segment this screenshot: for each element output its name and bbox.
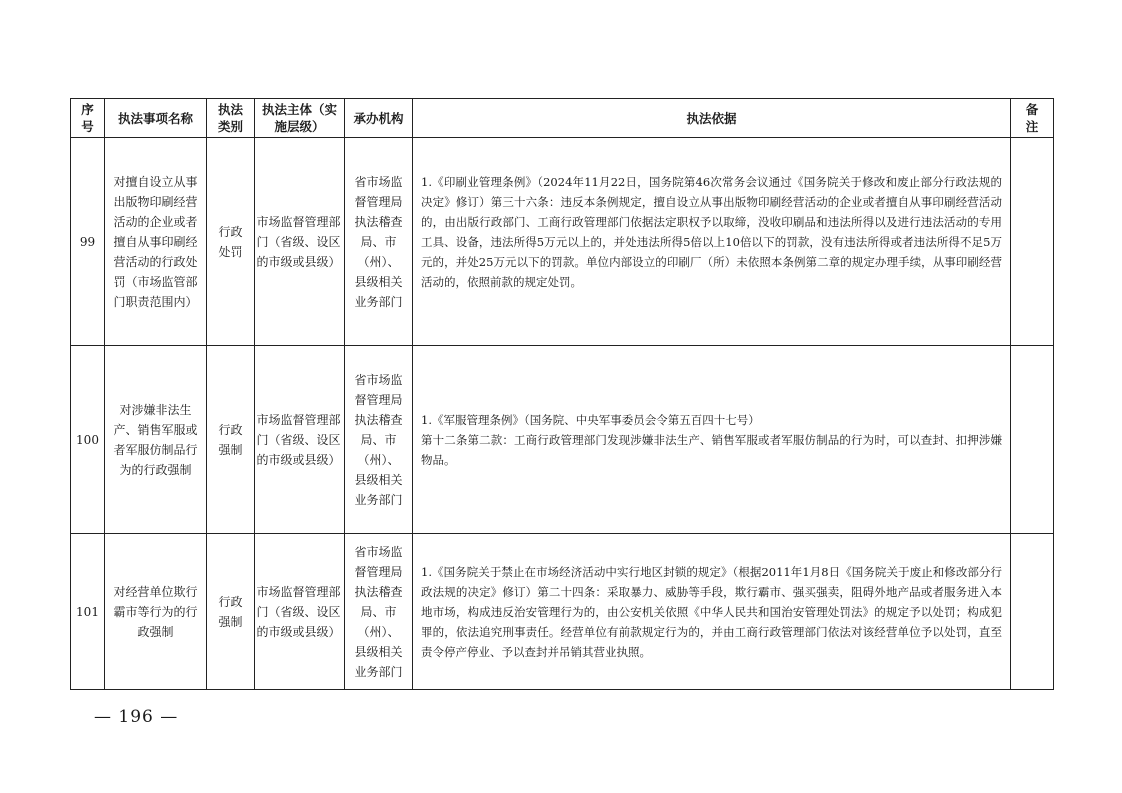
row-name: 对涉嫌非法生产、销售军服或者军服仿制品行为的行政强制 — [113, 402, 198, 477]
row-org: 省市场监督管理局执法稽查局、市（州）、县级相关业务部门 — [354, 174, 403, 309]
row-name: 对经营单位欺行霸市等行为的行政强制 — [113, 584, 198, 639]
row-org-cell — [345, 534, 413, 690]
row-subject: 市场监督管理部门（省级、设区的市级或县级） — [256, 214, 341, 269]
header-seq: 序号 — [71, 99, 105, 138]
row-type: 行政强制 — [218, 422, 243, 457]
row-org-cell — [345, 346, 413, 534]
row-name: 对擅自设立从事出版物印刷经营活动的企业或者擅自从事印刷经营活动的行政处罚（市场监管部门职责范围内） — [113, 174, 198, 309]
row-subject: 市场监督管理部门（省级、设区的市级或县级） — [256, 584, 341, 639]
row-basis-cell — [413, 534, 1011, 690]
header-subject: 执法主体（实施层级） — [255, 99, 345, 138]
row-type: 行政强制 — [218, 594, 243, 629]
row-org: 省市场监督管理局执法稽查局、市（州）、县级相关业务部门 — [354, 544, 403, 679]
row-name-cell — [105, 138, 207, 346]
row-remark — [1011, 138, 1054, 346]
page-number: — 196 — — [94, 707, 179, 727]
table-row — [71, 346, 1054, 534]
row-org: 省市场监督管理局执法稽查局、市（州）、县级相关业务部门 — [354, 372, 403, 507]
row-basis-cell — [413, 346, 1011, 534]
row-subject: 市场监督管理部门（省级、设区的市级或县级） — [256, 412, 341, 467]
header-type: 执法类别 — [207, 99, 255, 138]
row-seq: 99 — [71, 138, 105, 346]
table-row — [71, 138, 1054, 346]
header-name: 执法事项名称 — [105, 99, 207, 138]
row-subject-cell — [255, 346, 345, 534]
row-subject-cell — [255, 138, 345, 346]
enforcement-table — [70, 98, 1054, 690]
row-type-cell — [207, 138, 255, 346]
row-remark — [1011, 346, 1054, 534]
row-seq: 101 — [71, 534, 105, 690]
row-basis-cell — [413, 138, 1011, 346]
header-row — [71, 99, 1054, 138]
header-basis: 执法依据 — [413, 99, 1011, 138]
row-name-cell — [105, 346, 207, 534]
header-remark: 备注 — [1011, 99, 1054, 138]
row-remark — [1011, 534, 1054, 690]
row-basis: 1.《国务院关于禁止在市场经济活动中实行地区封锁的规定》（根据2011年1月8日《国务院关于废止和修改部分行政法规的决定》修订）第二十四条：采取暴力、威胁等手段，欺行霸市、强买强卖，阻碍外地产品或者服务进入本地市场，构成违反治安管理行为的，由公安机关依照《中华人民共和国治安管理处罚法》的规定予以处罚；构成犯罪的，依法追究刑事责任。经营单位有前款规定行为的，并由工商行政管理部门依法对该经营单位予以处罚，直至责令停产停业、予以查封并吊销其营业执照。 — [421, 564, 1002, 659]
table-row — [71, 534, 1054, 690]
row-name-cell — [105, 534, 207, 690]
row-basis: 1.《军服管理条例》（国务院、中央军事委员会令第五百四十七号） 第十二条第二款：工商行政管理部门发现涉嫌非法生产、销售军服或者军服仿制品的行为时，可以查封、扣押涉嫌物品。 — [421, 412, 1002, 467]
row-seq: 100 — [71, 346, 105, 534]
row-org-cell — [345, 138, 413, 346]
row-type-cell — [207, 534, 255, 690]
header-org: 承办机构 — [345, 99, 413, 138]
row-type-cell — [207, 346, 255, 534]
row-basis: 1.《印刷业管理条例》（2024年11月22日，国务院第46次常务会议通过《国务院关于修改和废止部分行政法规的决定》修订）第三十六条：违反本条例规定，擅自设立从事出版物印刷经营活动的企业或者擅自从事印刷经营活动的，由出版行政部门、工商行政管理部门依据法定职权予以取缔，没收印刷品和违法所得以及进行违法活动的专用工具、设备，违法所得5万元以上的，并处违法所得5倍以上10倍以下的罚款，没有违法所得或者违法所得不足5万元的，并处25万元以下的罚款。单位内部设立的印刷厂（所）未依照本条例第二章的规定办理手续，从事印刷经营活动的，依照前款的规定处罚。 — [421, 175, 1002, 289]
row-type: 行政处罚 — [218, 224, 243, 259]
row-subject-cell — [255, 534, 345, 690]
